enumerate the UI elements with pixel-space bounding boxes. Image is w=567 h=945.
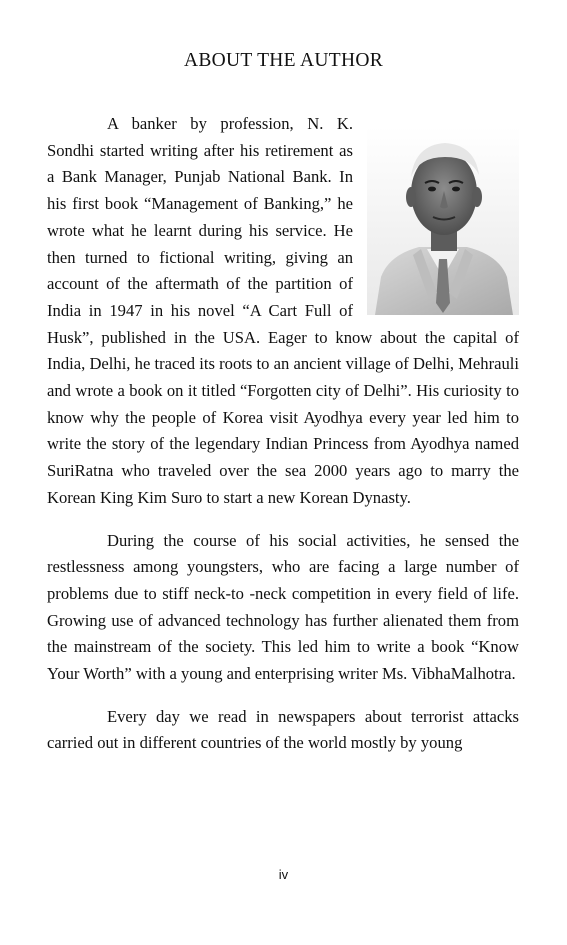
paragraph-3: Every day we read in newspapers about terrorist attacks carried out in different countries of the world mostly by young — [47, 706, 519, 753]
page-number: iv — [278, 867, 289, 882]
page-title: ABOUT THE AUTHOR — [183, 50, 384, 71]
author-portrait — [367, 127, 519, 315]
paragraph-2: During the course of his social activities, he sensed the restlessness among youngsters, who are facing a large number of problems due to stiff neck-to -neck competition in every field of life. Growing use of advanced technology has further alienated them from the mainstream of the society. This led him to write a book “Know Your Worth” with a young and enterprising writer Ms. VibhaMalhotra. — [47, 530, 519, 684]
paragraph-1-text: A banker by profession, N. K. Sondhi started writing after his retirement as a Bank Manager, Punjab National Bank. In his first book “Management of Banking,” he wrote what he learnt during his service. He then turned to fictional writing, giving an account of the aftermath of the partition of India in 1947 in his novel “A Cart Full of Husk”, published in the USA. Eager to know about the capital of India, Delhi, he traced its roots to an ancient village of Delhi, Mehrauli and wrote a book on it titled “Forgotten city of Delhi”. His curiosity to know why the people of Korea visit Ayodhya every year led him to write the story of the legendary Indian Princess from Ayodhya named SuriRatna who traveled over the sea 2000 years ago to marry the Korean King Kim Suro to start a new Korean Dynasty. — [47, 114, 519, 507]
paragraph-1 — [47, 111, 519, 512]
body-text — [47, 111, 519, 773]
